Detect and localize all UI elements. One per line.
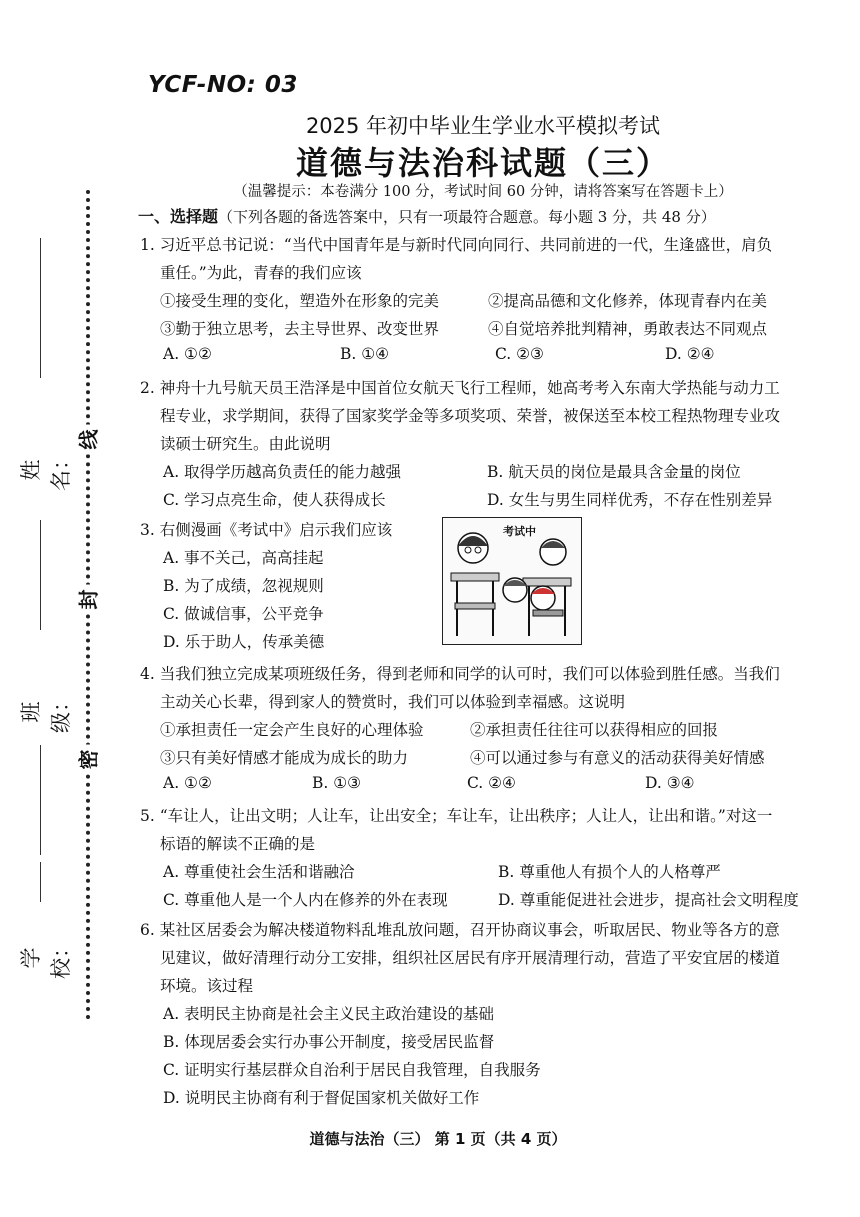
q5-stem-1: 5. “车让人，让出文明；人让车，让出安全；车让车，让出秩序；人让人，让出和谐。”对这一 [140, 807, 773, 825]
q3-option-d[interactable]: D. 乐于助人，传承美德 [163, 633, 325, 651]
q2-stem-1: 2. 神舟十九号航天员王浩泽是中国首位女航天飞行工程师，她高考考入东南大学热能与动力工 [140, 379, 780, 397]
q1-stem-1: 1. 习近平总书记说：“当代中国青年是与新时代同向同行、共同前进的一代，生逢盛世，肩负 [140, 236, 773, 254]
q1-statement-2: ②提高品德和文化修养，体现青春内在美 [488, 292, 768, 310]
q6-option-a[interactable]: A. 表明民主协商是社会主义民主政治建设的基础 [163, 1005, 495, 1023]
section-heading [138, 204, 716, 227]
q1-stem-2: 重任。”为此，青春的我们应该 [160, 264, 362, 282]
q6-stem-2: 见建议，做好清理行动分工安排，组织社区居民有序开展清理行动，营造了平安宜居的楼道 [160, 949, 781, 967]
seal-word-seal: 封 [73, 585, 102, 615]
q2-option-d[interactable]: D. 女生与男生同样优秀，不存在性别差异 [487, 491, 773, 509]
q4-stem-1: 4. 当我们独立完成某项班级任务，得到老师和同学的认可时，我们可以体验到胜任感。当我们 [140, 665, 780, 683]
q4-option-d[interactable]: D. ③④ [645, 774, 695, 792]
q4-statement-4: ④可以通过参与有意义的活动获得美好情感 [470, 749, 765, 767]
q1-option-a[interactable]: A. ①② [163, 345, 212, 363]
exam-title: 2025 年初中毕业生学业水平模拟考试 [305, 114, 661, 138]
q6-option-b[interactable]: B. 体现居委会实行办事公开制度，接受居民监督 [163, 1033, 495, 1051]
exam-cartoon-image [442, 517, 582, 645]
q4-option-a[interactable]: A. ①② [163, 774, 212, 792]
q5-option-d[interactable]: D. 尊重能促进社会进步，提高社会文明程度 [498, 891, 799, 909]
paper-code: YCF-NO: 03 [148, 72, 298, 98]
q1-statement-4: ④自觉培养批判精神，勇敢表达不同观点 [488, 320, 768, 338]
page-footer: 道德与法治（三） 第 1 页（共 4 页） [309, 1130, 567, 1148]
q6-option-c[interactable]: C. 证明实行基层群众自治利于居民自我管理，自我服务 [163, 1061, 541, 1079]
exam-tip: （温馨提示：本卷满分 100 分，考试时间 60 分钟，请将答案写在答题卡上） [233, 184, 733, 200]
q1-statement-1: ①接受生理的变化，塑造外在形象的完美 [160, 292, 440, 310]
seal-word-secret: 密 [73, 745, 102, 775]
q1-statement-3: ③勤于独立思考，去主导世界、改变世界 [160, 320, 440, 338]
q6-option-d[interactable]: D. 说明民主协商有利于督促国家机关做好工作 [163, 1089, 480, 1107]
section-desc: （下列各题的备选答案中，只有一项最符合题意。每小题 3 分，共 48 分） [218, 208, 716, 226]
name-field-line[interactable] [40, 238, 41, 378]
q4-option-c[interactable]: C. ②④ [467, 774, 516, 792]
q4-option-b[interactable]: B. ①③ [312, 774, 362, 792]
subject-title: 道德与法治科试题（三） [295, 144, 670, 182]
q4-statement-3: ③只有美好情感才能成为成长的助力 [160, 749, 409, 767]
q3-option-a[interactable]: A. 事不关己，高高挂起 [163, 549, 324, 567]
q1-option-b[interactable]: B. ①④ [340, 345, 390, 363]
q4-statement-2: ②承担责任往往可以获得相应的回报 [470, 721, 719, 739]
q2-option-c[interactable]: C. 学习点亮生命，使人获得成长 [163, 491, 386, 509]
name-field-label: 姓名： [19, 449, 73, 491]
class-field-label: 班级： [19, 691, 73, 733]
q6-stem-1: 6. 某社区居委会为解决楼道物料乱堆乱放问题，召开协商议事会，听取居民、物业等各方的意 [140, 921, 780, 939]
q5-option-c[interactable]: C. 尊重他人是一个人内在修养的外在表现 [163, 891, 448, 909]
q5-option-b[interactable]: B. 尊重他人有损个人的人格尊严 [498, 863, 721, 881]
class-field-line[interactable] [40, 745, 41, 855]
q6-stem-3: 环境。该过程 [160, 977, 254, 995]
q2-option-a[interactable]: A. 取得学历越高负责任的能力越强 [163, 463, 402, 481]
name-field-line-2[interactable] [40, 520, 41, 630]
q2-option-b[interactable]: B. 航天员的岗位是最具含金量的岗位 [487, 463, 741, 481]
school-field-line[interactable] [40, 862, 41, 902]
q4-stem-2: 主动关心长辈，得到家人的赞赏时，我们可以体验到幸福感。这说明 [160, 693, 626, 711]
q2-stem-3: 读硕士研究生。由此说明 [160, 435, 331, 453]
q3-stem: 3. 右侧漫画《考试中》启示我们应该 [140, 521, 393, 539]
q1-option-c[interactable]: C. ②③ [495, 345, 544, 363]
q3-option-c[interactable]: C. 做诚信事，公平竞争 [163, 605, 324, 623]
q5-stem-2: 标语的解读不正确的是 [160, 835, 316, 853]
q5-option-a[interactable]: A. 尊重使社会生活和谐融洽 [163, 863, 355, 881]
binding-margin [0, 0, 130, 1217]
q4-statement-1: ①承担责任一定会产生良好的心理体验 [160, 721, 424, 739]
section-label: 一、选择题 [138, 207, 219, 226]
school-field-label: 学校： [19, 937, 73, 979]
q1-option-d[interactable]: D. ②④ [665, 345, 715, 363]
q2-stem-2: 程专业，求学期间，获得了国家奖学金等多项奖项、荣誉，被保送至本校工程热物理专业攻 [160, 407, 781, 425]
q3-option-b[interactable]: B. 为了成绩，忽视规则 [163, 577, 324, 595]
cartoon-title: 考试中 [503, 525, 536, 538]
seal-word-line: 线 [73, 425, 102, 455]
